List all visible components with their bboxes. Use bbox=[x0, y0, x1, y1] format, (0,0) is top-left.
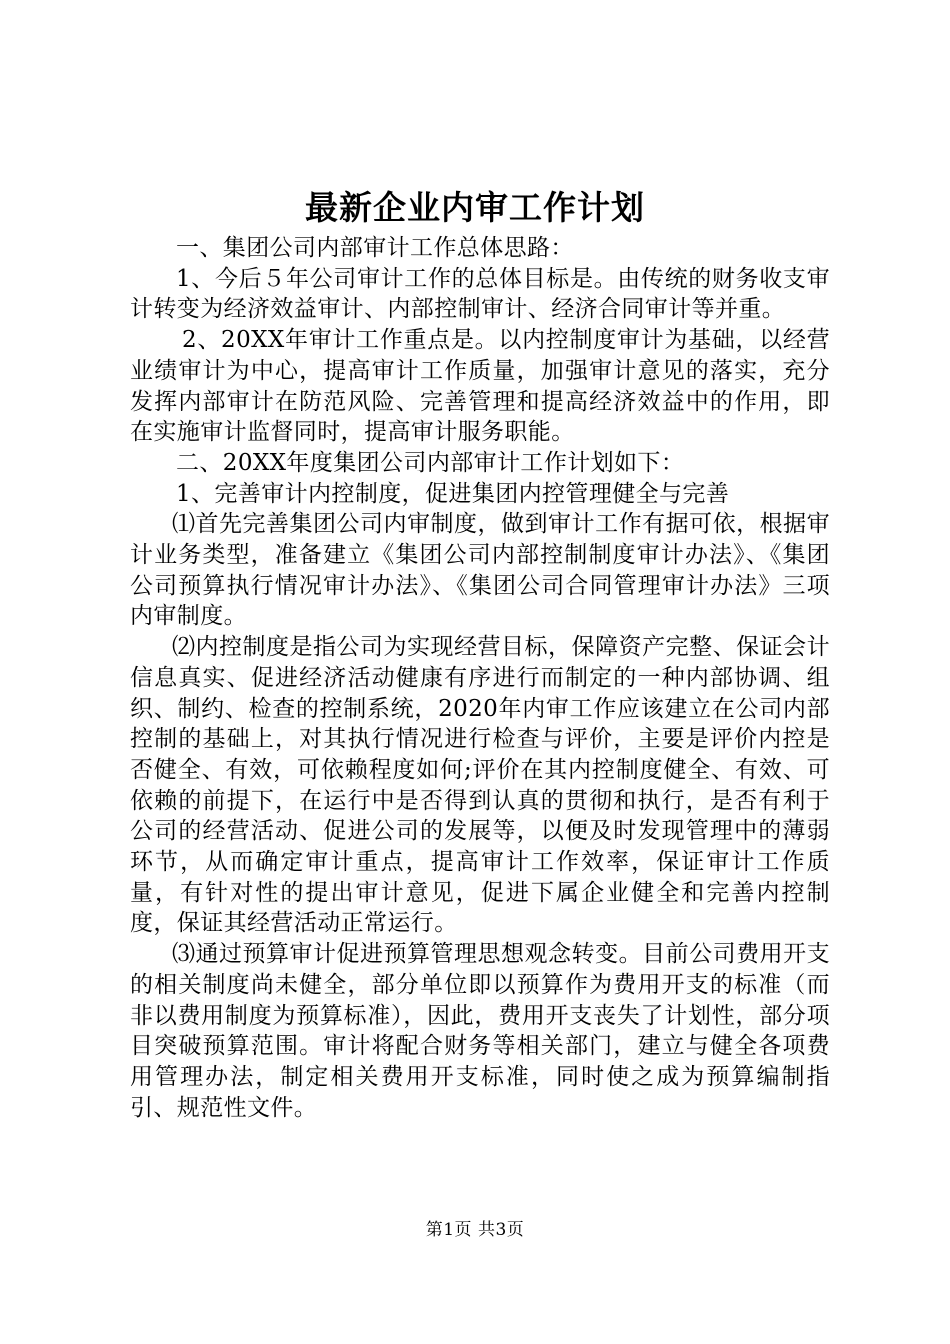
document-body bbox=[130, 233, 830, 1123]
document-title: 最新企业内审工作计划 bbox=[305, 188, 645, 227]
paragraph-subheading-1: 1、完善审计内控制度，促进集团内控管理健全与完善 bbox=[176, 480, 730, 507]
paragraph-item-2: ⑵内控制度是指公司为实现经营目标，保障资产完整、保证会计信息真实、促进经济活动健康有序进行而制定的一种内部协调、组织、制约、检查的控制系统，2020年内审工作应该建立在公司内部控制的基础上，对其执行情况进行检查与评价，主要是评价内控是否健全、有效，可依赖程度如何;评价在其内控制度健全、有效、可依赖的前提下，在运行中是否得到认真的贯彻和执行，是否有利于公司的经营活动、促进公司的发展等，以便及时发现管理中的薄弱环节，从而确定审计重点，提高审计工作效率，保证审计工作质量，有针对性的提出审计意见，促进下属企业健全和完善内控制度，保证其经营活动正常运行。 bbox=[130, 634, 830, 937]
page-footer: 第1页 共3页 bbox=[425, 1220, 525, 1240]
paragraph-item-3: ⑶通过预算审计促进预算管理思想观念转变。目前公司费用开支的相关制度尚未健全，部分单位即以预算作为费用开支的标准（而非以费用制度为预算标准），因此，费用开支丧失了计划性，部分项目突破预算范围。审计将配合财务等相关部门，建立与健全各项费用管理办法，制定相关费用开支标准，同时使之成为预算编制指引、规范性文件。 bbox=[130, 941, 830, 1121]
paragraph-focus: 2、20XX年审计工作重点是。以内控制度审计为基础，以经营业绩审计为中心，提高审计工作质量，加强审计意见的落实，充分发挥内部审计在防范风险、完善管理和提高经济效益中的作用，即在实施审计监督同时，提高审计服务职能。 bbox=[130, 327, 830, 446]
paragraph-section-2-heading: 二、20XX年度集团公司内部审计工作计划如下： bbox=[176, 449, 685, 476]
paragraph-section-1-heading: 一、集团公司内部审计工作总体思路： bbox=[176, 235, 574, 261]
paragraph-item-1: ⑴首先完善集团公司内审制度，做到审计工作有据可依，根据审计业务类型，准备建立《集团公司内部控制制度审计办法》、《集团公司预算执行情况审计办法》、《集团公司合同管理审计办法》三项内审制度。 bbox=[130, 511, 830, 630]
paragraph-goal: 1、今后５年公司审计工作的总体目标是。由传统的财务收支审计转变为经济效益审计、内部控制审计、经济合同审计等并重。 bbox=[130, 265, 830, 323]
